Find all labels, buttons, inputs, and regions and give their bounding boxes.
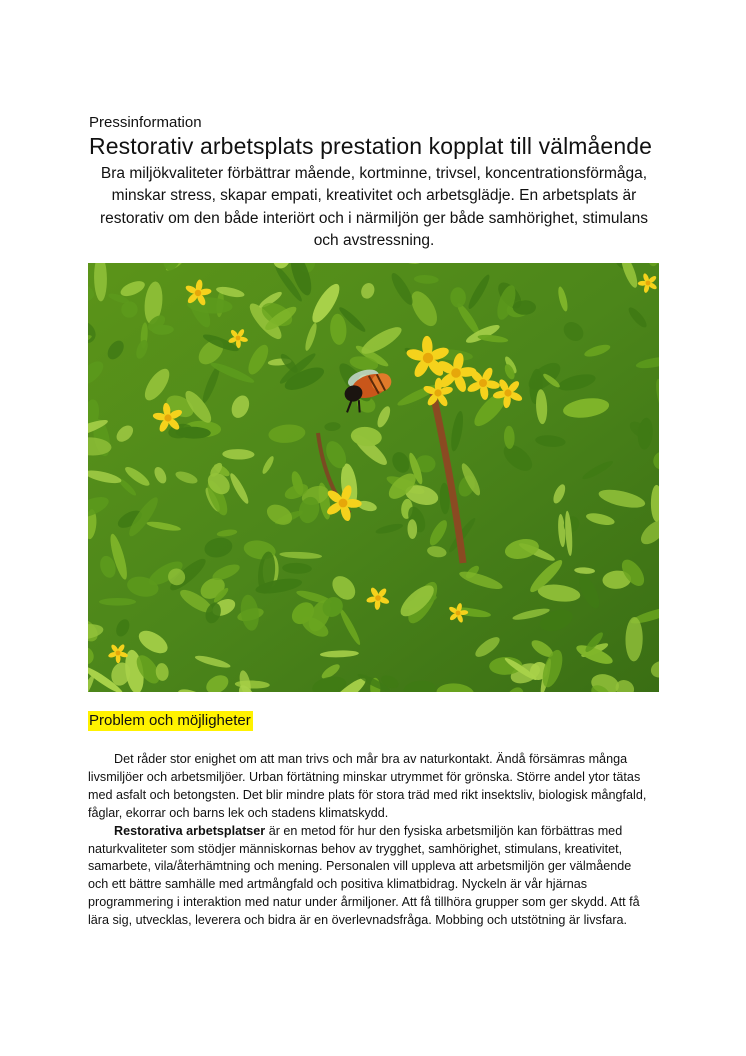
lede-paragraph: Bra miljökvaliteter förbättrar mående, kortminne, trivsel, koncentrationsförmåga, minskar stress, skapar empati, kreativitet och arbetsglädje. En arbetsplats är restorativ om den både interiört och i närmiljön ger både samhörighet, stimulans och avstressning.: [100, 165, 648, 250]
sedum-photo: [88, 263, 659, 692]
section-heading: Problem och möjligheter: [89, 712, 251, 729]
body-paragraph: [88, 823, 654, 930]
bold-term: Restorativa arbetsplatser: [114, 823, 266, 838]
sedum-photo-illustration: [88, 263, 659, 692]
body-paragraph-rest: är en metod för hur den fysiska arbetsmiljön kan förbättras med naturkvaliteter som stödjer människornas behov av trygghet, samhörighet, stimulans, kreativitet, samarbete, vila/återhämtning och mening. Personalen vill uppleva att arbetsmiljön ger välmående och ett bättre samhälle med artmångfald och positiva klimatbidrag. Nyckeln är vår hjärnas programmering i interaktion med natur under årmiljoner. Att få tillhöra grupper som ger skydd. Att få lära sig, utvecklas, leverera och bidra är en överlevnadsfråga. Mobbing och utstötning är livsfara.: [88, 823, 640, 928]
body-paragraph: Det råder stor enighet om att man trivs och mår bra av naturkontakt. Ändå försämras många livsmiljöer och arbetsmiljöer. Urban förtätning minskar utrymmet för grönska. Större andel ytor tätas med asfalt och betongsten. Det blir mindre plats för stora träd med rikt insektsliv, biologisk mångfald, fåglar, ekorrar och barns lek och stadens klimatskydd.: [88, 752, 647, 820]
body-text: [88, 751, 654, 930]
page-title: Restorativ arbetsplats prestation kopplat till välmående: [89, 133, 653, 159]
kicker-label: Pressinformation: [89, 114, 202, 131]
leaf: [99, 598, 136, 606]
